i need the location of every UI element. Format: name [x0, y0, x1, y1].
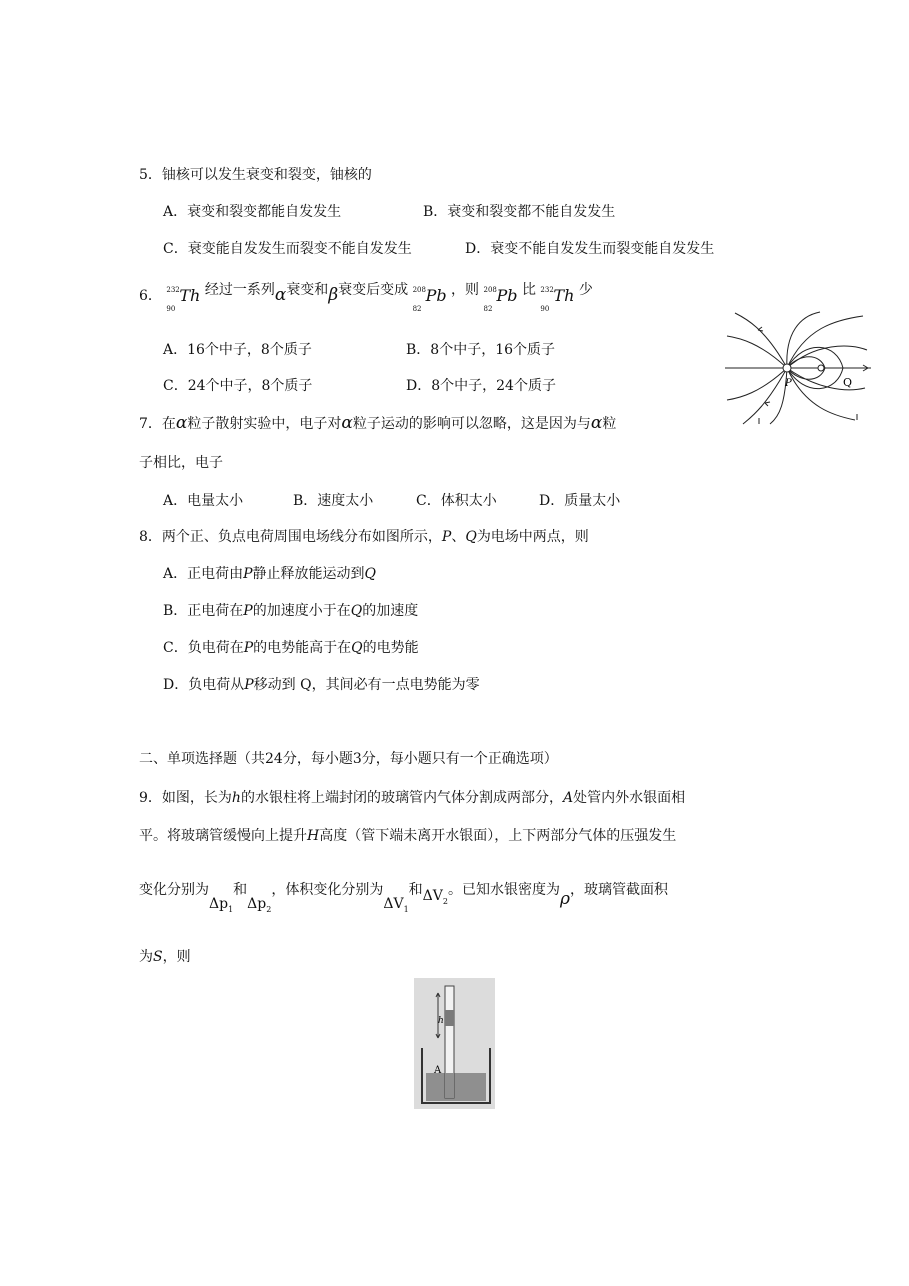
q5-option-c[interactable]: C．衰变能自发发生而裂变不能自发发生 — [163, 241, 412, 257]
q6-option-b[interactable]: B．8个中子，16个质子 — [406, 342, 556, 358]
figure-label-p: P — [785, 378, 792, 389]
q9-stem-line1: 9．如图，长为h的水银柱将上端封闭的玻璃管内气体分割成两部分，A处管内外水银面相 — [139, 790, 686, 806]
figure-label-h: h — [438, 1016, 444, 1026]
q9-stem-line4: 为S，则 — [139, 949, 191, 965]
q6-stem: 6． 232 90 Th 经过一系列α衰变和β衰变后变成 208 82 Pb ，则 208 82 Pb 比 232 90 Th 少 — [139, 282, 593, 313]
glass-tube-mercury-figure — [414, 978, 495, 1109]
figure-label-a: A — [434, 1065, 442, 1076]
q6-option-c[interactable]: C．24个中子，8个质子 — [163, 378, 313, 394]
q8-option-a[interactable]: A．正电荷由P静止释放能运动到Q — [163, 566, 377, 582]
q5-stem: 5．铀核可以发生衰变和裂变，铀核的 — [139, 167, 372, 183]
q7-option-a[interactable]: A．电量太小 — [163, 493, 244, 509]
q5-option-b[interactable]: B．衰变和裂变都不能自发发生 — [423, 204, 616, 220]
q8-stem: 8．两个正、负点电荷周围电场线分布如图所示，P、Q为电场中两点，则 — [139, 529, 589, 545]
thorium-nuclide: 232 90 Th — [166, 286, 201, 313]
q9-stem-line2: 平。将玻璃管缓慢向上提升H高度（管下端未离开水银面），上下两部分气体的压强发生 — [139, 828, 677, 844]
q7-stem-line2: 子相比，电子 — [139, 455, 223, 471]
electric-field-lines-figure — [725, 308, 871, 426]
q7-option-c[interactable]: C．体积太小 — [416, 493, 497, 509]
q5-option-d[interactable]: D．衰变不能自发发生而裂变能自发发生 — [465, 241, 715, 257]
q8-option-b[interactable]: B．正电荷在P的加速度小于在Q的加速度 — [163, 603, 419, 619]
q6-option-d[interactable]: D．8个中子，24个质子 — [406, 378, 556, 394]
q6-option-a[interactable]: A．16个中子，8个质子 — [163, 342, 312, 358]
q8-option-c[interactable]: C．负电荷在P的电势能高于在Q的电势能 — [163, 640, 419, 656]
lead-nuclide: 208 82 Pb — [412, 286, 447, 313]
q7-option-b[interactable]: B．速度太小 — [293, 493, 374, 509]
q7-stem-line1: 7．在α粒子散射实验中，电子对α粒子运动的影响可以忽略，这是因为与α粒 — [139, 413, 617, 433]
q8-option-d[interactable]: D．负电荷从P移动到 Q，其间必有一点电势能为零 — [163, 677, 480, 693]
lead-nuclide-2: 208 82 Pb — [483, 286, 518, 313]
q9-stem-line3: 变化分别为$\Delta p_1$和$\Delta p_2$，体积变化分别为$\Delta V_1$和$\Delta V_2$。已知水银密度为ρ，玻璃管截面积 — [139, 882, 668, 914]
q5-option-a[interactable]: A．衰变和裂变都能自发发生 — [163, 204, 342, 220]
figure-label-q: Q — [843, 376, 853, 389]
thorium-nuclide-2: 232 90 Th — [540, 286, 575, 313]
q7-option-d[interactable]: D．质量太小 — [539, 493, 621, 509]
section-2-title: 二、单项选择题（共24分，每小题3分，每小题只有一个正确选项） — [139, 751, 558, 767]
